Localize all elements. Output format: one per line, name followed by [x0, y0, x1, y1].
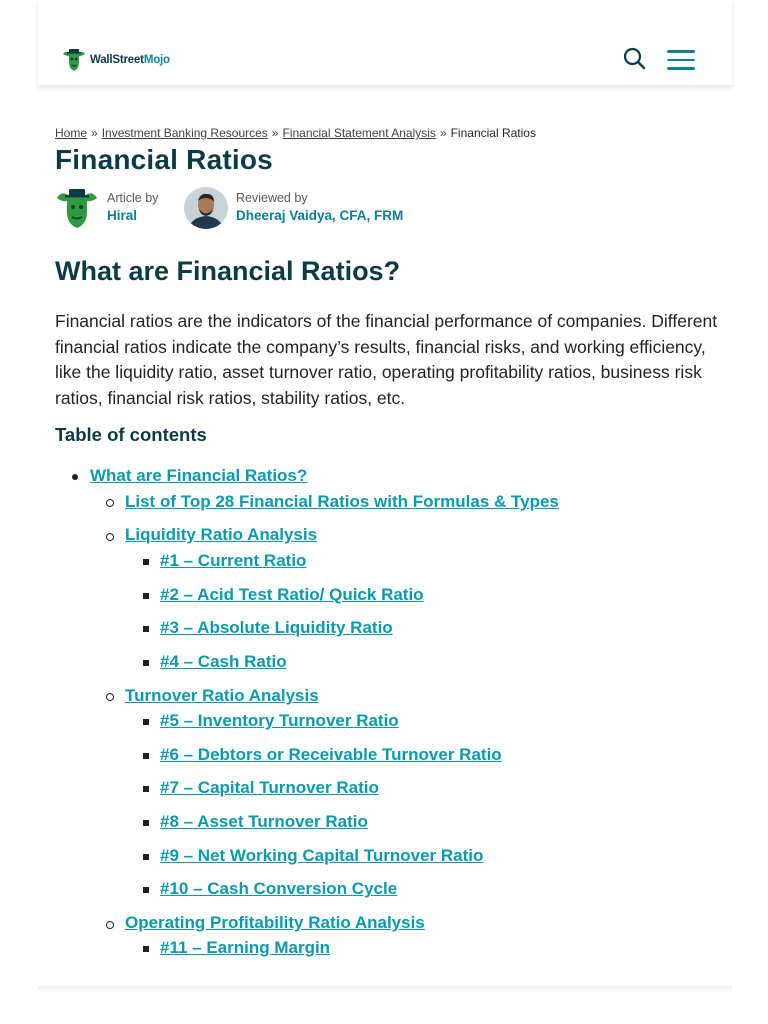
- toc-link-cash-conversion-cycle[interactable]: #10 – Cash Conversion Cycle: [160, 879, 398, 898]
- logo-text-mojo: Mojo: [143, 54, 170, 66]
- toc-bullet: [143, 719, 149, 725]
- toc-bullet: [143, 593, 149, 599]
- search-icon: [622, 46, 648, 72]
- toc-link-liquidity-ratio-analysis[interactable]: Liquidity Ratio Analysis: [125, 525, 318, 544]
- breadcrumb-financial-statement-analysis-link[interactable]: Financial Statement Analysis: [282, 126, 436, 140]
- search-button[interactable]: [622, 46, 648, 72]
- toc-link-absolute-liquidity-ratio[interactable]: #3 – Absolute Liquidity Ratio: [160, 618, 393, 637]
- reviewer-photo-icon: [184, 187, 228, 229]
- toc-link-operating-profitability-analysis[interactable]: Operating Profitability Ratio Analysis: [125, 913, 425, 932]
- intro-paragraph: Financial ratios are the indicators of the financial performance of companies. Different financial ratios indicate the company’s results, financial risks, and working efficiency, like the liquidity ratio, asset turnover ratio, operating profitability ratios, business risk ratios, financial risk ratios, stability ratios, etc.: [55, 311, 718, 408]
- toc-link-turnover-ratio-analysis[interactable]: Turnover Ratio Analysis: [125, 686, 319, 705]
- reviewer-avatar[interactable]: [184, 187, 228, 229]
- reviewer: [236, 190, 403, 226]
- logo-text-wallstreet: WallStreet: [90, 54, 144, 66]
- toc-bullet: [143, 559, 149, 565]
- toc-link-debtors-turnover-ratio[interactable]: #6 – Debtors or Receivable Turnover Ratio: [160, 745, 502, 764]
- breadcrumb-separator: »: [91, 126, 98, 140]
- hamburger-menu-button[interactable]: [666, 48, 696, 72]
- article-by-label: Article by: [107, 191, 159, 205]
- toc-link-current-ratio[interactable]: #1 – Current Ratio: [160, 551, 307, 570]
- toc-link-inventory-turnover-ratio[interactable]: #5 – Inventory Turnover Ratio: [160, 711, 399, 730]
- toc-bullet: [143, 820, 149, 826]
- reviewer-name[interactable]: Dheeraj Vaidya, CFA, FRM: [236, 208, 404, 223]
- toc-bullet: [72, 474, 78, 480]
- toc-bullet: [106, 693, 114, 701]
- toc-title: Table of contents: [55, 424, 207, 445]
- author-info: [55, 186, 555, 230]
- toc-link-net-working-capital-turnover[interactable]: #9 – Net Working Capital Turnover Ratio: [160, 846, 484, 865]
- site-logo[interactable]: [60, 46, 170, 74]
- toc-bullet: [143, 660, 149, 666]
- toc-link-list-of-top-28[interactable]: List of Top 28 Financial Ratios with Formulas & Types: [125, 492, 559, 511]
- breadcrumb-separator: »: [271, 126, 279, 140]
- toc-bullet: [143, 854, 149, 860]
- breadcrumb-current: Financial Ratios: [450, 126, 536, 140]
- toc-bullet: [143, 626, 149, 632]
- breadcrumb-investment-banking-link[interactable]: Investment Banking Resources: [101, 126, 268, 140]
- breadcrumb: [55, 126, 536, 140]
- toc-link-asset-turnover-ratio[interactable]: #8 – Asset Turnover Ratio: [160, 812, 368, 831]
- bull-logo-icon: [60, 46, 88, 74]
- toc-bullet: [143, 887, 149, 893]
- toc-link-cash-ratio[interactable]: #4 – Cash Ratio: [160, 652, 287, 671]
- toc-bullet: [143, 786, 149, 792]
- breadcrumb-home-link[interactable]: Home: [55, 126, 88, 140]
- hamburger-menu-icon: [667, 50, 695, 53]
- toc-bullet: [106, 921, 114, 929]
- toc-link-earning-margin[interactable]: #11 – Earning Margin: [160, 938, 331, 957]
- section-heading: What are Financial Ratios?: [55, 256, 401, 286]
- page-title: Financial Ratios: [55, 144, 273, 175]
- article-author: [107, 190, 158, 226]
- logo-text: [90, 54, 170, 66]
- toc-link-what-are-financial-ratios[interactable]: What are Financial Ratios?: [90, 466, 308, 485]
- reviewed-by-label: Reviewed by: [236, 191, 308, 205]
- toc-link-capital-turnover-ratio[interactable]: #7 – Capital Turnover Ratio: [160, 778, 379, 797]
- author-avatar[interactable]: [55, 187, 99, 229]
- toc-bullet: [106, 533, 114, 541]
- toc-bullet: [143, 753, 149, 759]
- toc-bullet: [143, 946, 149, 952]
- article-author-name[interactable]: Hiral: [107, 208, 138, 223]
- breadcrumb-separator: »: [439, 126, 447, 140]
- site-header: [38, 0, 732, 85]
- bottom-divider: [38, 986, 732, 992]
- toc-link-acid-test-ratio[interactable]: #2 – Acid Test Ratio/ Quick Ratio: [160, 585, 424, 604]
- toc-bullet: [106, 499, 114, 507]
